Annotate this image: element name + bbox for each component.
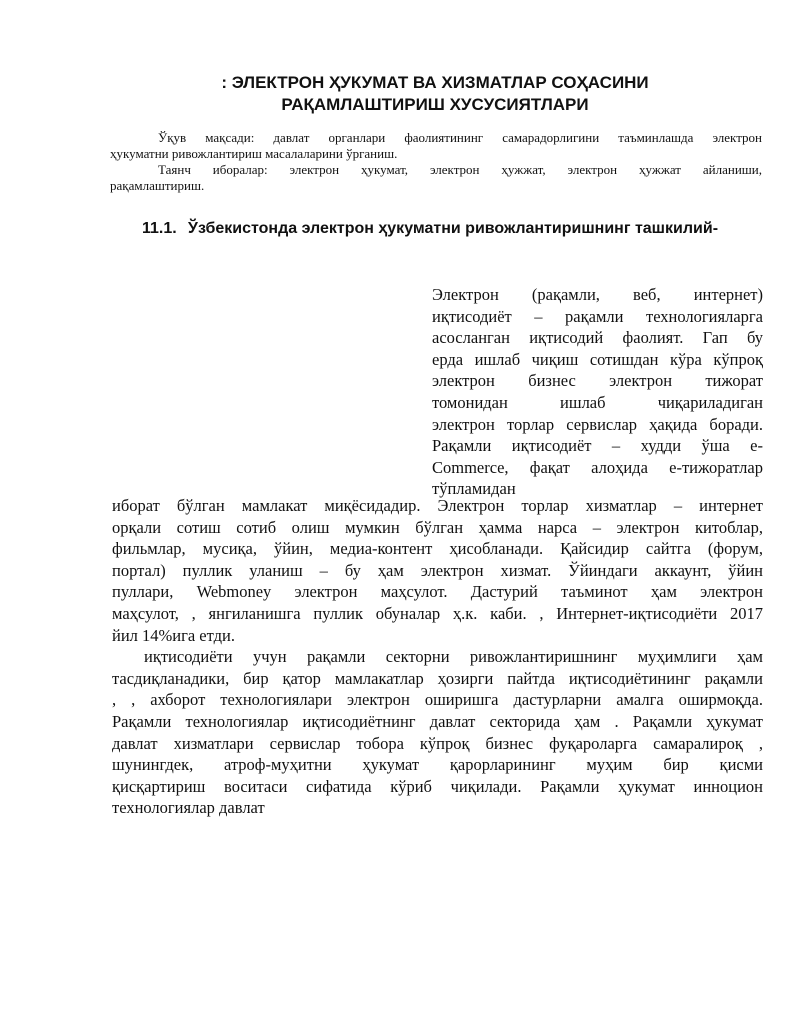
body-line: қисқартириш воситаси сифатида кўриб чиқилади. Рақамли ҳукумат инноцион bbox=[112, 776, 763, 796]
section-title: Ўзбекистонда электрон ҳукуматни ривожлантиришнинг ташкилий- bbox=[188, 220, 719, 237]
document-title bbox=[100, 72, 770, 116]
section-heading bbox=[142, 219, 718, 239]
title-line-1: : ЭЛЕКТРОН ҲУКУМАТ ВА ХИЗМАТЛАР СОҲАСИНИ bbox=[221, 73, 649, 92]
right-column-line: электрон бизнес электрон тижорат bbox=[432, 371, 763, 391]
body-line: портал) пуллик уланиш – бу ҳам электрон хизмат. Ўйиндаги аккаунт, ўйин bbox=[112, 560, 763, 580]
learning-goal-block bbox=[110, 130, 762, 194]
body-line: йил 14%ига етди. bbox=[112, 625, 235, 645]
body-line: давлат хизматлари сервислар тобора кўпроқ бизнес фуқароларга самаралироқ , bbox=[112, 733, 763, 753]
body-line: Рақамли технологиялар иқтисодиётнинг давлат секторида ҳам . Рақамли ҳукумат bbox=[112, 711, 763, 731]
body-line: иборат бўлган мамлакат миқёсидадир. Электрон торлар хизматлар – интернет bbox=[112, 496, 763, 515]
right-column-paragraph bbox=[432, 284, 763, 500]
title-line-2: РАҚАМЛАШТИРИШ ХУСУСИЯТЛАРИ bbox=[281, 95, 589, 114]
keywords-line-1: Таянч иборалар: электрон ҳукумат, электрон ҳужжат, электрон ҳужжат айланиши, bbox=[158, 162, 762, 177]
keywords-line-2: рақамлаштириш. bbox=[110, 178, 205, 193]
right-column-line: асосланган иқтисодий фаолият. Гап бу bbox=[432, 328, 763, 348]
learning-goal-line-1: Ўқув мақсади: давлат органлари фаолиятининг самарадорлигини таъминлашда электрон bbox=[158, 130, 762, 145]
right-column-line: ерда ишлаб чиқиш сотишдан кўра кўпроқ bbox=[432, 349, 763, 369]
section-number: 11.1. bbox=[142, 220, 177, 237]
right-column-line: электрон торлар сервислар ҳақида боради. bbox=[432, 414, 763, 434]
right-column-line: иқтисодиёт – рақамли технологияларга bbox=[432, 306, 763, 326]
right-column-line: Commerce, фақат алоҳида е-тижоратлар bbox=[432, 457, 763, 477]
right-column-line: Рақамли иқтисодиёт – худди ўша е- bbox=[432, 436, 763, 456]
body-line: , , ахборот технологиялари электрон оширишга дастурларни амалга оширмоқда. bbox=[112, 690, 763, 710]
body-line: тасдиқланадики, бир қатор мамлакатлар ҳозирги пайтда иқтисодиётининг рақамли bbox=[112, 668, 763, 688]
right-column-line: тўпламидан bbox=[432, 479, 516, 499]
main-body-text bbox=[112, 495, 763, 819]
body-line: маҳсулот, , янгиланишга пуллик обуналар ҳ.к. каби. , Интернет-иқтисодиёти 2017 bbox=[112, 603, 763, 623]
body-line: иқтисодиёти учун рақамли секторни ривожлантиришнинг муҳимлиги ҳам bbox=[144, 647, 763, 667]
right-column-line: томонидан ишлаб чиқариладиган bbox=[432, 392, 763, 412]
body-line: пуллари, Webmoney электрон маҳсулот. Дастурий таъминот ҳам электрон bbox=[112, 582, 763, 602]
learning-goal-line-2: ҳукуматни ривожлантириш масалаларини ўрганиш. bbox=[110, 146, 398, 161]
right-column-line: Электрон (рақамли, веб, интернет) bbox=[432, 285, 763, 304]
body-line: шунингдек, атроф-муҳитни ҳукумат қарорларининг муҳим бир қисми bbox=[112, 755, 763, 775]
body-line: орқали сотиш сотиб олиш мумкин бўлган ҳамма нарса – электрон китоблар, bbox=[112, 517, 763, 537]
body-line: фильмлар, мусиқа, ўйин, медиа-контент ҳисобланади. Қайсидир сайтга (форум, bbox=[112, 539, 763, 559]
body-line: технологиялар давлат bbox=[112, 798, 265, 818]
